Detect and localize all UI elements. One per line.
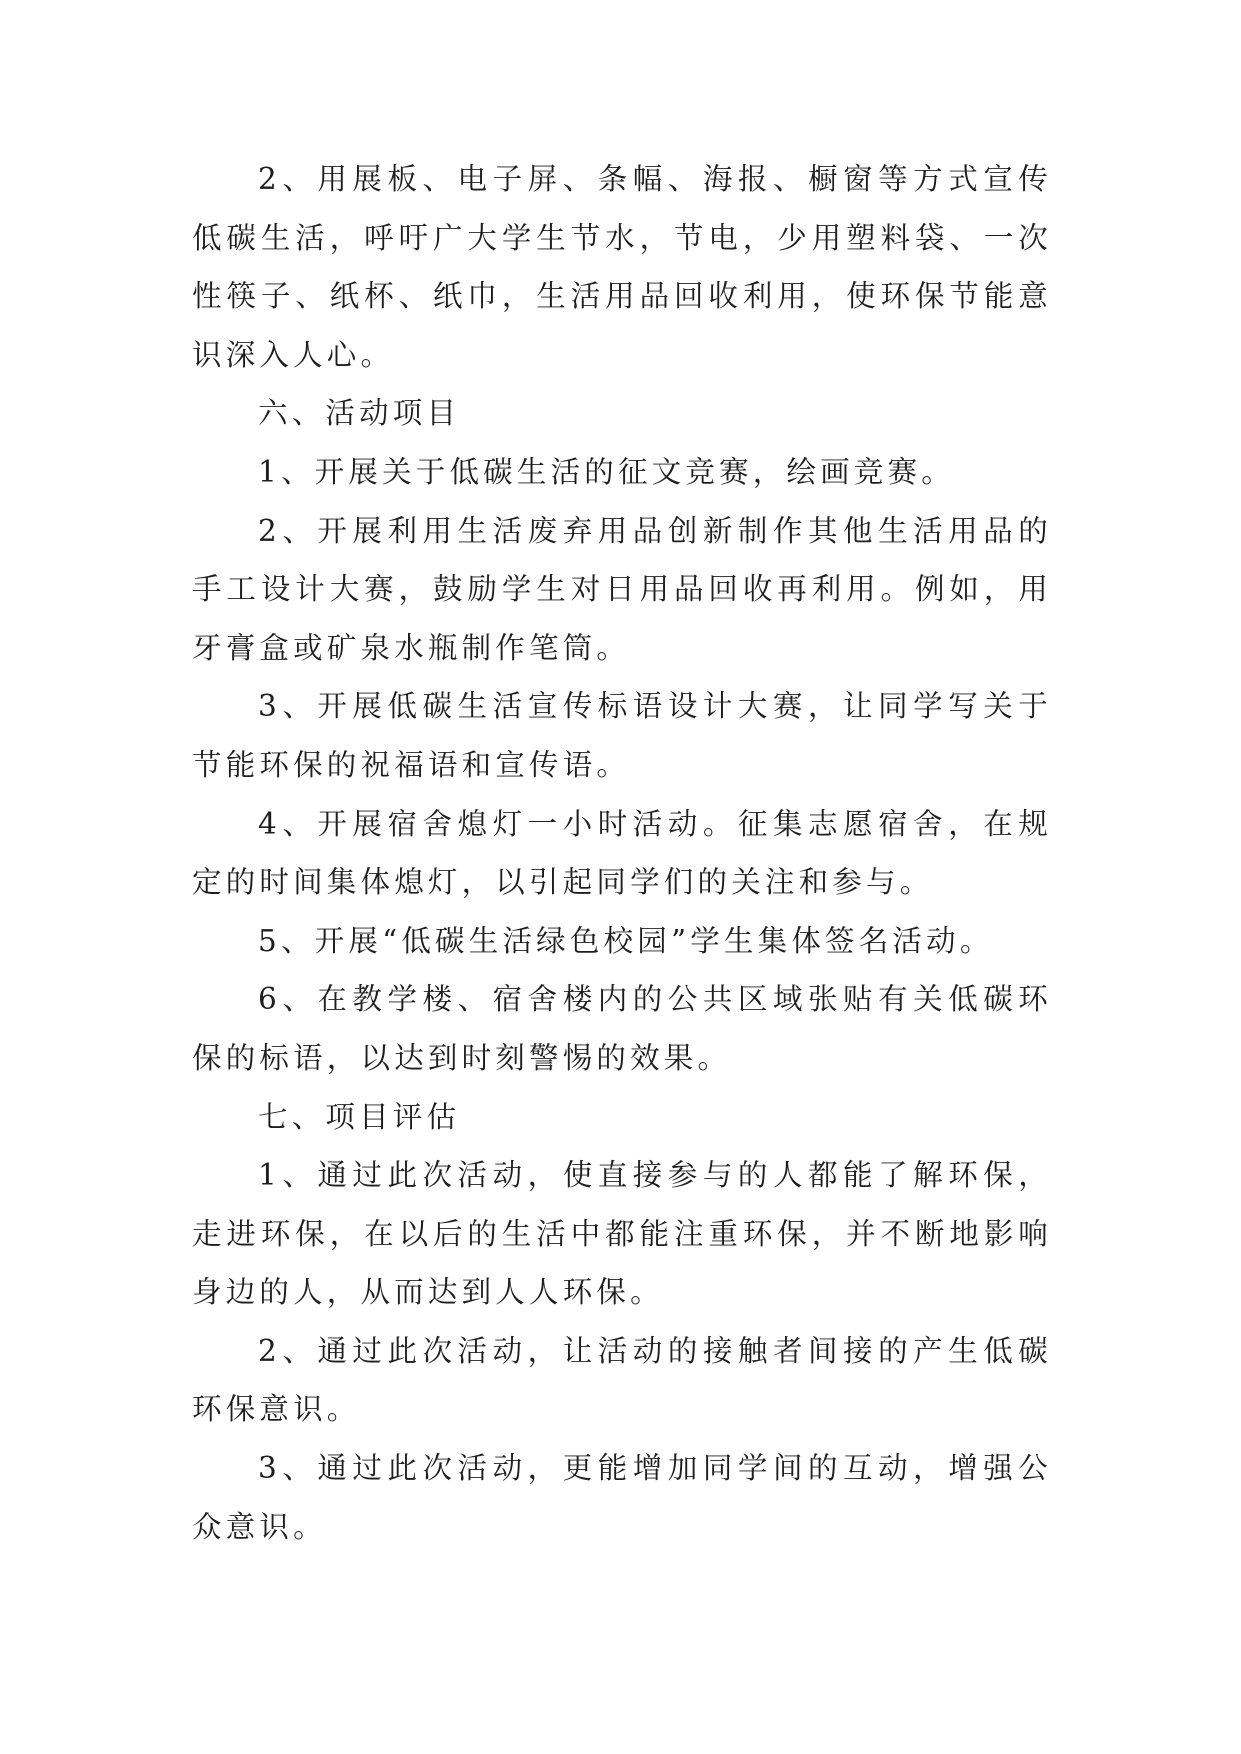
heading-project-evaluation: 七、项目评估 [258,1099,461,1134]
paragraph-essay-contest: 1、开展关于低碳生活的征文竞赛，绘画竞赛。 [258,454,955,489]
document-page [192,150,1052,1556]
paragraph-evaluation-direct: 1、通过此次活动，使直接参与的人都能了解环保，走进环保，在以后的生活中都能注重环保，并不断地影响身边的人，从而达到人人环保。 [192,1158,1052,1310]
paragraph-handcraft-contest: 2、开展利用生活废弃用品创新制作其他生活用品的手工设计大赛，鼓励学生对日用品回收再利用。例如，用牙膏盒或矿泉水瓶制作笔筒。 [192,513,1052,665]
paragraph-evaluation-interaction: 3、通过此次活动，更能增加同学间的互动，增强公众意识。 [192,1451,1052,1544]
paragraph-signature-activity: 5、开展“低碳生活绿色校园”学生集体签名活动。 [258,923,994,958]
paragraph-evaluation-indirect: 2、通过此次活动，让活动的接触者间接的产生低碳环保意识。 [192,1333,1052,1427]
paragraph-slogan-contest: 3、开展低碳生活宣传标语设计大赛，让同学写关于节能环保的祝福语和宣传语。 [192,689,1052,782]
heading-activity-projects: 六、活动项目 [258,396,461,431]
paragraph-lights-off-activity: 4、开展宿舍熄灯一小时活动。征集志愿宿舍，在规定的时间集体熄灯，以引起同学们的关注和参与。 [192,806,1052,900]
paragraph-promotion-methods: 2、用展板、电子屏、条幅、海报、橱窗等方式宣传低碳生活，呼吁广大学生节水，节电，少用塑料袋、一次性筷子、纸杯、纸巾，生活用品回收利用，使环保节能意识深入人心。 [192,162,1052,372]
paragraph-posting-slogans: 6、在教学楼、宿舍楼内的公共区域张贴有关低碳环保的标语，以达到时刻警惕的效果。 [192,982,1052,1075]
